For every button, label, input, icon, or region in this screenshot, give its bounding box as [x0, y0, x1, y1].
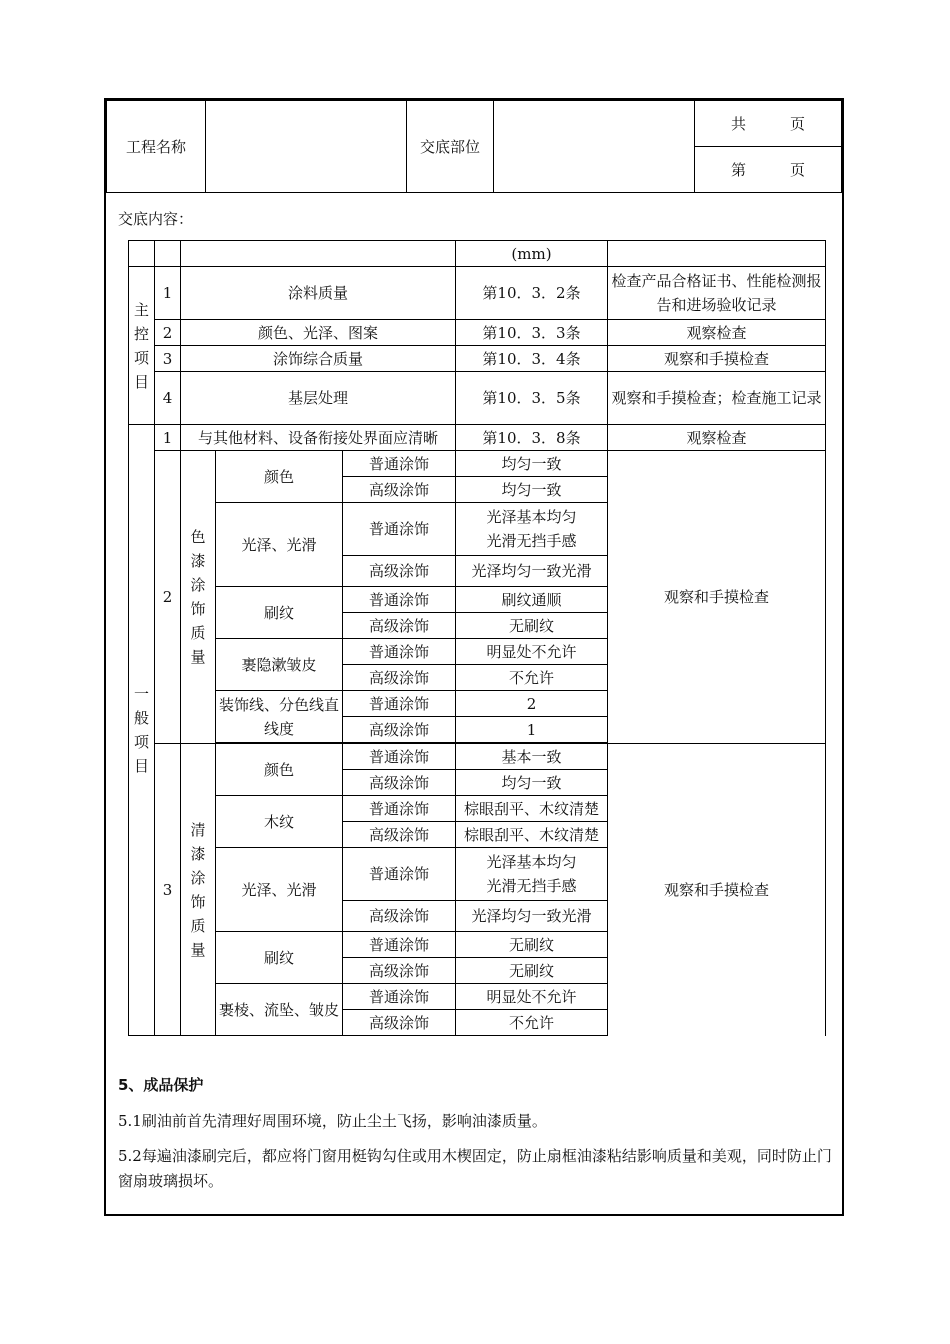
sub-item: 木纹 [216, 796, 343, 848]
general-item-name: 与其他材料、设备衔接处界面应清晰 [181, 425, 456, 451]
requirement: 1 [456, 717, 608, 743]
requirement: 棕眼刮平、木纹清楚 [456, 796, 608, 822]
requirement: 光泽基本均匀 光滑无挡手感 [456, 848, 608, 901]
requirement: 刷纹通顺 [456, 587, 608, 613]
intro-label: 交底内容： [118, 210, 194, 228]
clear-paint-label: 清 漆 涂 饰 质 量 [181, 744, 216, 1036]
total-pages [695, 101, 842, 147]
grade: 普通涂饰 [343, 796, 456, 822]
requirement: 均匀一致 [456, 451, 608, 477]
requirement: 明显处不允许 [456, 639, 608, 665]
general-group-label: 一 般 项 目 [129, 425, 155, 1036]
unit-header: (mm) [456, 241, 608, 267]
sub-item: 刷纹 [216, 932, 343, 984]
grade: 普通涂饰 [343, 639, 456, 665]
part-value [494, 101, 695, 193]
grade: 高级涂饰 [343, 822, 456, 848]
requirement: 棕眼刮平、木纹清楚 [456, 822, 608, 848]
requirement: 光泽均匀一致光滑 [456, 901, 608, 932]
main-item-no: 3 [155, 346, 181, 372]
requirement: 均匀一致 [456, 770, 608, 796]
grade: 普通涂饰 [343, 503, 456, 556]
grade: 普通涂饰 [343, 744, 456, 770]
grade: 高级涂饰 [343, 556, 456, 587]
requirement: 光泽基本均匀 光滑无挡手感 [456, 503, 608, 556]
main-item-clause: 第10．3．4条 [456, 346, 608, 372]
main-item-method: 观察和手摸检查；检查施工记录 [608, 372, 826, 425]
grade: 普通涂饰 [343, 848, 456, 901]
main-item-method: 观察和手摸检查 [608, 346, 826, 372]
requirement: 均匀一致 [456, 477, 608, 503]
page-number [695, 147, 842, 193]
general-item-method: 观察检查 [608, 425, 826, 451]
notes-paragraph-2: 5.2每遍油漆刷完后，都应将门窗用梃钩勾住或用木楔固定，防止扇框油漆粘结影响质量和美观，同时防止门窗扇玻璃损坏。 [118, 1147, 832, 1190]
header-table [106, 100, 842, 193]
project-name-value [206, 101, 407, 193]
clear-paint-no: 3 [155, 744, 181, 1036]
sub-item: 光泽、光滑 [216, 848, 343, 932]
page-word-b: 页 [789, 161, 805, 179]
color-paint-method: 观察和手摸检查 [608, 451, 826, 744]
requirement: 无刷纹 [456, 613, 608, 639]
sub-item: 裹棱、流坠、皱皮 [216, 984, 343, 1036]
main-item-no: 4 [155, 372, 181, 425]
grade: 高级涂饰 [343, 613, 456, 639]
main-item-no: 2 [155, 320, 181, 346]
main-item-clause: 第10．3．5条 [456, 372, 608, 425]
requirement: 无刷纹 [456, 958, 608, 984]
notes-paragraph-1: 5.1刷油前首先清理好周围环境，防止尘土飞扬，影响油漆质量。 [118, 1112, 547, 1130]
color-paint-no: 2 [155, 451, 181, 744]
general-item-clause: 第10．3．8条 [456, 425, 608, 451]
main-item-name: 涂料质量 [181, 267, 456, 320]
part-label: 交底部位 [407, 101, 494, 193]
grade: 普通涂饰 [343, 451, 456, 477]
grade: 高级涂饰 [343, 901, 456, 932]
requirement: 2 [456, 691, 608, 717]
notes-heading: 5、成品保护 [118, 1076, 204, 1094]
sub-item: 裹隐漱皱皮 [216, 639, 343, 691]
requirement: 明显处不允许 [456, 984, 608, 1010]
main-item-no: 1 [155, 267, 181, 320]
grade: 高级涂饰 [343, 958, 456, 984]
sub-item: 光泽、光滑 [216, 503, 343, 587]
total-word-a: 共 [731, 115, 747, 133]
requirement: 基本一致 [456, 744, 608, 770]
main-item-name: 颜色、光泽、图案 [181, 320, 456, 346]
page-word-a: 第 [731, 161, 747, 179]
sub-item: 颜色 [216, 744, 343, 796]
main-item-clause: 第10．3．2条 [456, 267, 608, 320]
requirement: 无刷纹 [456, 932, 608, 958]
main-item-clause: 第10．3．3条 [456, 320, 608, 346]
main-item-method: 检查产品合格证书、性能检测报告和进场验收记录 [608, 267, 826, 320]
grade: 普通涂饰 [343, 587, 456, 613]
sub-item: 装饰线、分色线直线度 [216, 691, 343, 743]
grade: 高级涂饰 [343, 477, 456, 503]
sub-item: 颜色 [216, 451, 343, 503]
main-group-label: 主 控 项 目 [129, 267, 155, 425]
main-item-name: 基层处理 [181, 372, 456, 425]
grade: 高级涂饰 [343, 665, 456, 691]
clear-paint-method: 观察和手摸检查 [608, 744, 826, 1036]
grade: 普通涂饰 [343, 691, 456, 717]
sub-item: 刷纹 [216, 587, 343, 639]
inspection-table [128, 240, 826, 1036]
requirement: 不允许 [456, 665, 608, 691]
protection-notes [118, 1074, 834, 1204]
document-frame [104, 98, 844, 1216]
grade: 高级涂饰 [343, 717, 456, 743]
requirement: 光泽均匀一致光滑 [456, 556, 608, 587]
requirement: 不允许 [456, 1010, 608, 1036]
grade: 普通涂饰 [343, 932, 456, 958]
grade: 高级涂饰 [343, 770, 456, 796]
color-paint-label: 色 漆 涂 饰 质 量 [181, 451, 216, 744]
general-item-no: 1 [155, 425, 181, 451]
total-word-b: 页 [789, 115, 805, 133]
main-item-name: 涂饰综合质量 [181, 346, 456, 372]
main-item-method: 观察检查 [608, 320, 826, 346]
grade: 普通涂饰 [343, 984, 456, 1010]
grade: 高级涂饰 [343, 1010, 456, 1036]
project-name-label: 工程名称 [107, 101, 206, 193]
